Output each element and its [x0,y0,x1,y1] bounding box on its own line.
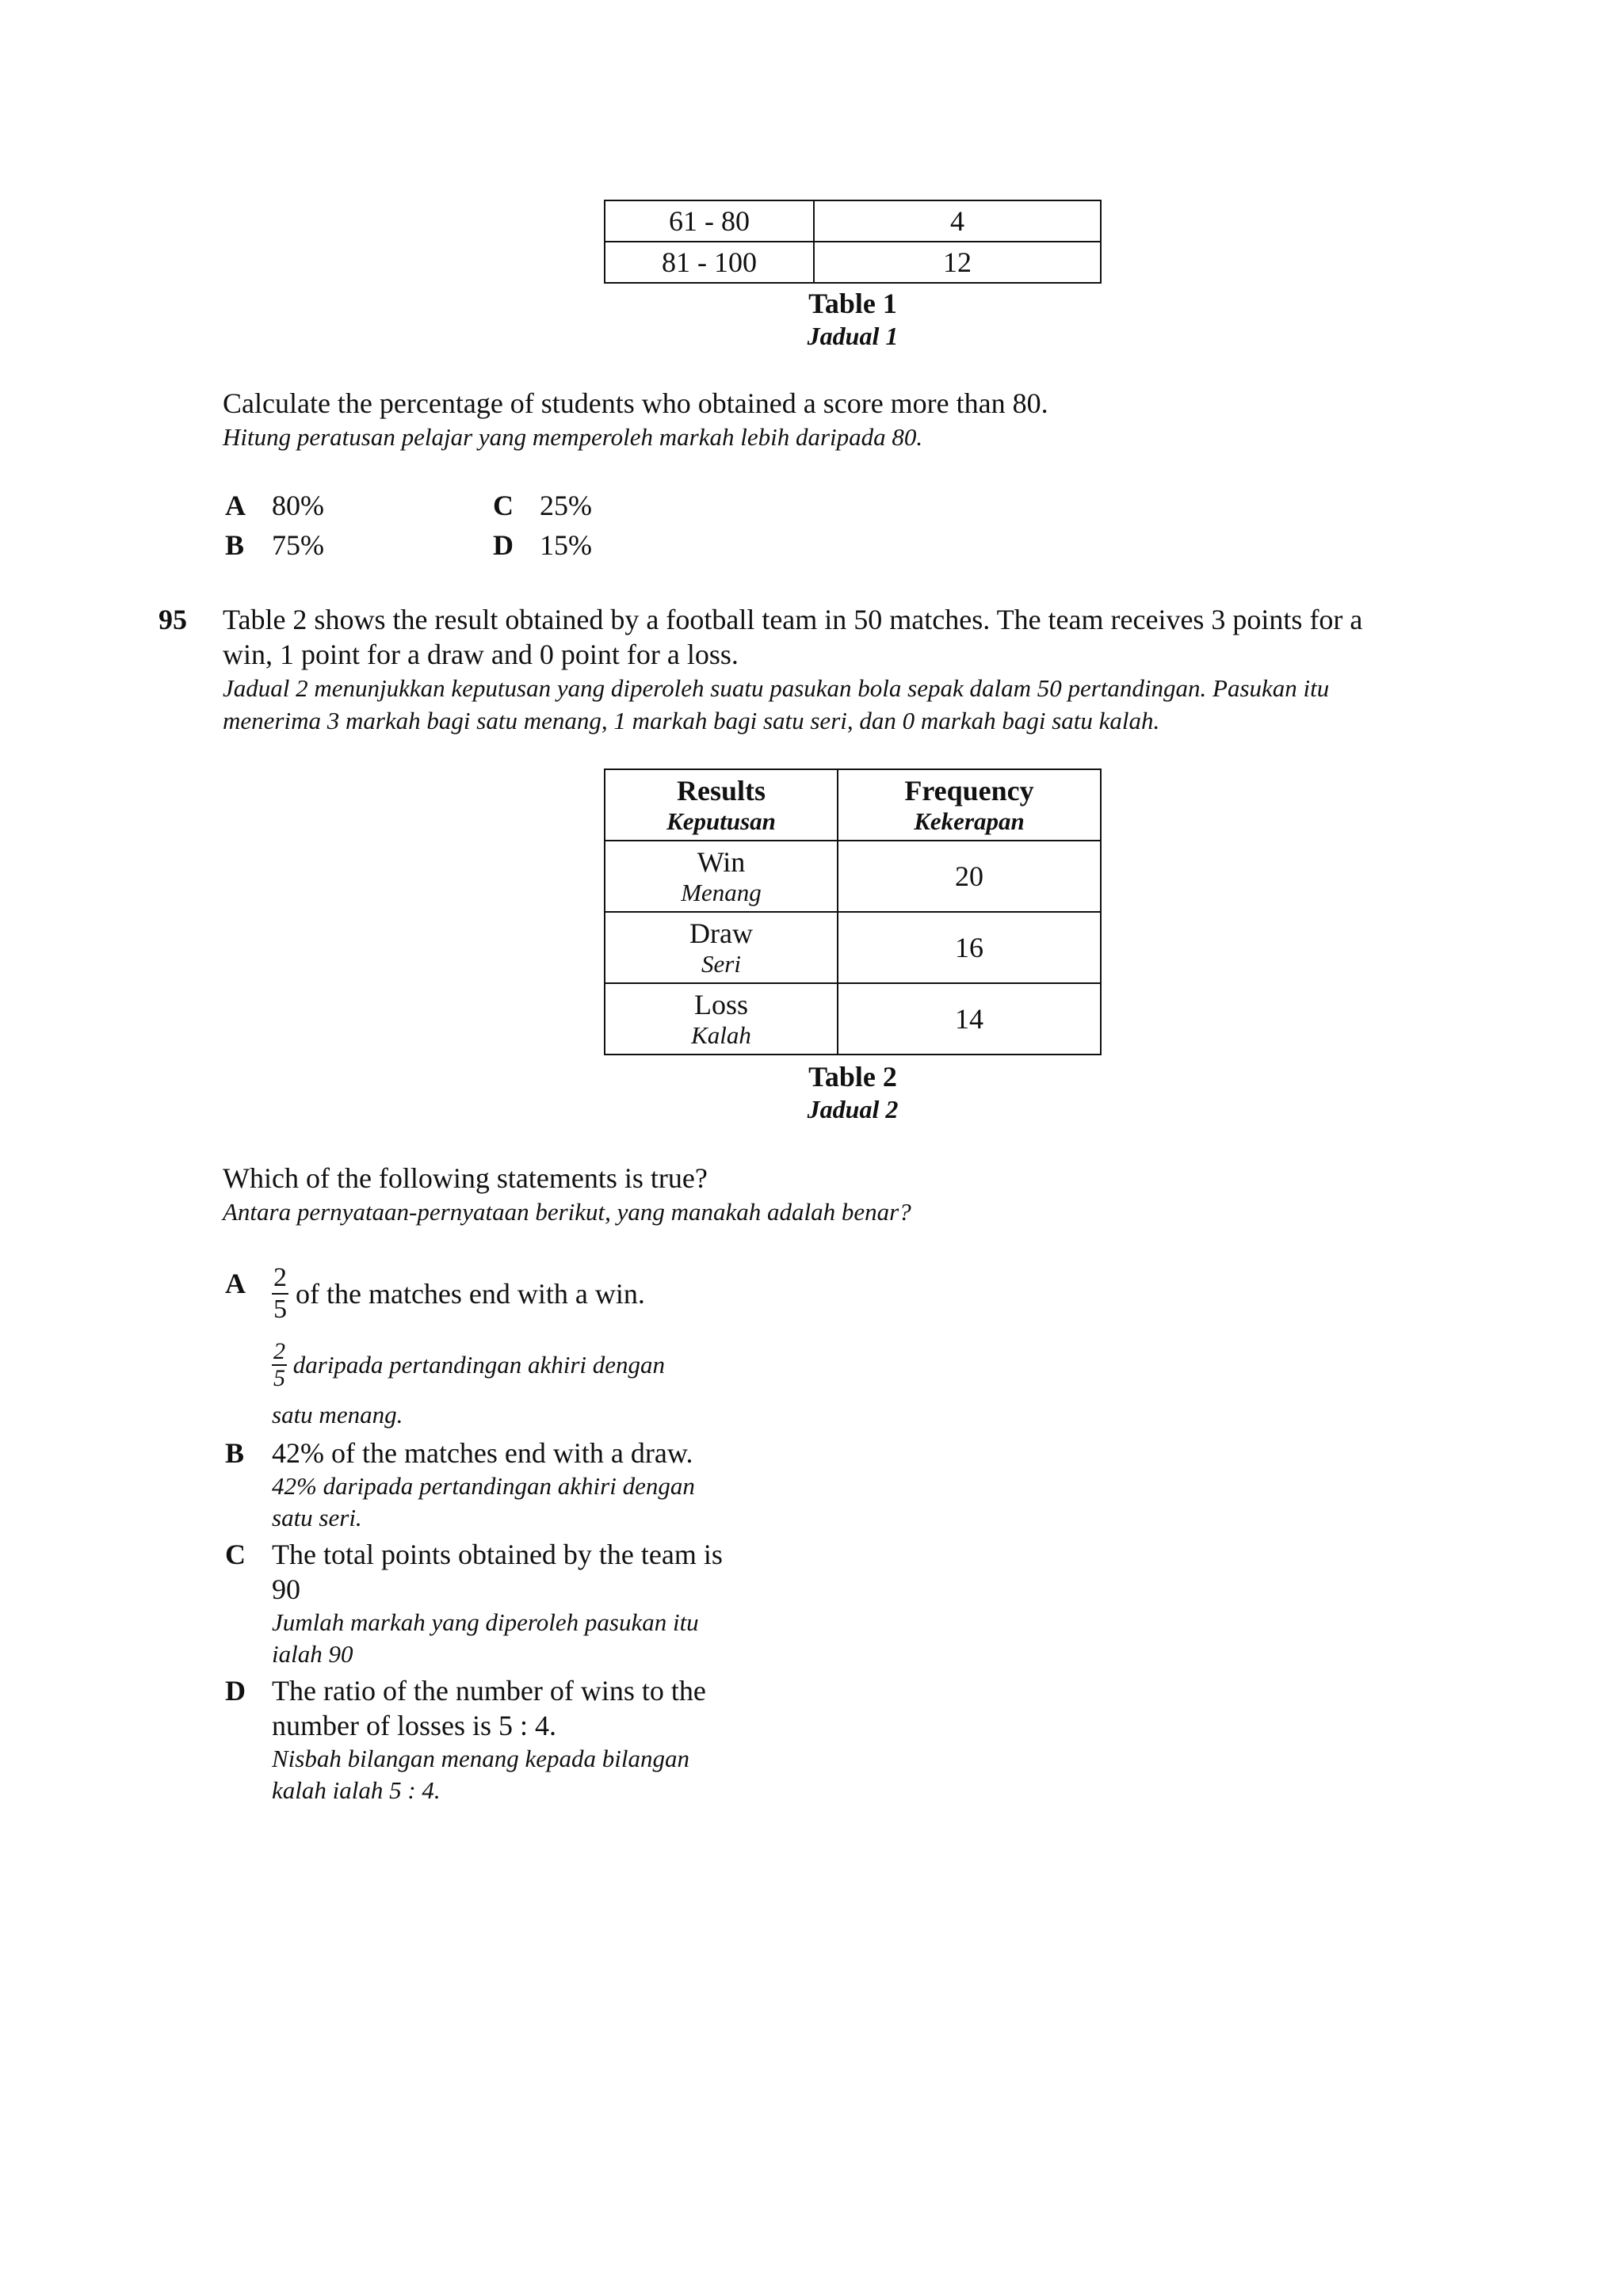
q95-intro-malay-line-2: menerima 3 markah bagi satu menang, 1 markah bagi satu seri, dan 0 markah bagi satu kalah. [223,707,1160,734]
fraction-numerator: 2 [272,1263,288,1295]
table-row [605,841,1101,912]
result-label: Win [697,846,746,878]
q94-question-malay: Hitung peratusan pelajar yang memperoleh markah lebih daripada 80. [223,423,923,451]
header-results-label-malay: Keputusan [666,807,776,835]
q95-question-malay: Antara pernyataan-pernyataan berikut, yang manakah adalah benar? [223,1198,911,1226]
fraction-denominator: 5 [273,1295,287,1324]
header-frequency-label: Frequency [904,775,1034,807]
q95-option-d-line-2: number of losses is 5 : 4. [272,1710,556,1741]
option-letter: C [225,1539,246,1570]
option-letter: A [225,1268,246,1299]
fraction-numerator: 2 [273,1338,285,1364]
q95-option-d-malay-line-2: kalah ialah 5 : 4. [272,1776,441,1804]
result-cell [605,983,838,1055]
option-text: of the matches end with a win. [296,1278,645,1310]
q95-option-d-malay: Nisbah bilangan menang kepada bilangan [272,1745,689,1772]
table-1-caption-malay: Jadual 1 [807,322,899,350]
q95-option-b-malay: 42% daripada pertandingan akhiri dengan [272,1472,695,1500]
table-row [605,200,1101,242]
frequency-cell: 20 [838,841,1101,912]
q95-option-c-malay-line-2: ialah 90 [272,1640,353,1668]
q95-option-a-malay-line-2: satu menang. [272,1401,403,1428]
q94-option-d[interactable]: 15% [540,529,592,561]
option-letter: D [493,529,514,561]
frequency-cell: 14 [838,983,1101,1055]
table-cell-frequency: 12 [814,242,1101,283]
option-letter: D [225,1675,246,1707]
fraction-denominator: 5 [273,1365,285,1391]
frequency-cell: 16 [838,912,1101,983]
table-header-row [605,769,1101,841]
table-row [605,912,1101,983]
table-row [605,242,1101,283]
q95-number: 95 [158,604,187,635]
q95-intro-line-2: win, 1 point for a draw and 0 point for a loss. [223,639,739,670]
q94-option-b[interactable]: 75% [272,529,324,561]
q95-option-b-malay-line-2: satu seri. [272,1504,362,1531]
header-results [605,769,838,841]
table-cell-range: 61 - 80 [605,200,814,242]
q95-option-c-line-2: 90 [272,1573,300,1605]
table-2-caption-malay: Jadual 2 [807,1095,899,1123]
q94-option-c[interactable]: 25% [540,490,592,521]
q95-option-b[interactable]: 42% of the matches end with a draw. [272,1437,693,1469]
option-letter: C [493,490,514,521]
q95-question: Which of the following statements is true? [223,1162,708,1194]
header-results-label: Results [676,775,766,807]
result-label: Draw [689,917,753,949]
result-label-malay: Seri [701,950,741,978]
q94-question: Calculate the percentage of students who obtained a score more than 80. [223,387,1048,419]
option-text-malay: daripada pertandingan akhiri dengan [292,1351,666,1379]
q95-option-a-malay [272,1339,665,1391]
q95-intro-malay-line-1: Jadual 2 menunjukkan keputusan yang diperoleh suatu pasukan bola sepak dalam 50 pertandingan. Pasukan itu [223,674,1330,702]
fraction [272,1263,288,1325]
table-cell-range: 81 - 100 [605,242,814,283]
result-label-malay: Kalah [691,1021,751,1049]
table-row [605,983,1101,1055]
q94-option-a[interactable]: 80% [272,490,324,521]
header-frequency [838,769,1101,841]
result-cell [605,912,838,983]
q95-option-d[interactable]: The ratio of the number of wins to the [272,1675,706,1707]
header-frequency-label-malay: Kekerapan [914,807,1025,835]
table-2-caption: Table 2 [808,1061,897,1093]
table-1 [604,200,1102,284]
table-cell-frequency: 4 [814,200,1101,242]
option-letter: B [225,1437,245,1469]
option-letter: A [225,490,246,521]
q95-option-a[interactable] [272,1263,645,1325]
q95-intro-line-1: Table 2 shows the result obtained by a football team in 50 matches. The team receives 3 points for a [223,604,1363,635]
result-cell [605,841,838,912]
result-label-malay: Menang [681,879,762,906]
table-1-caption: Table 1 [808,288,897,319]
result-label: Loss [693,989,748,1020]
q95-option-c-malay: Jumlah markah yang diperoleh pasukan itu [272,1608,699,1636]
option-letter: B [225,529,245,561]
fraction [272,1339,287,1391]
table-2 [604,769,1102,1055]
q95-option-c[interactable]: The total points obtained by the team is [272,1539,723,1570]
